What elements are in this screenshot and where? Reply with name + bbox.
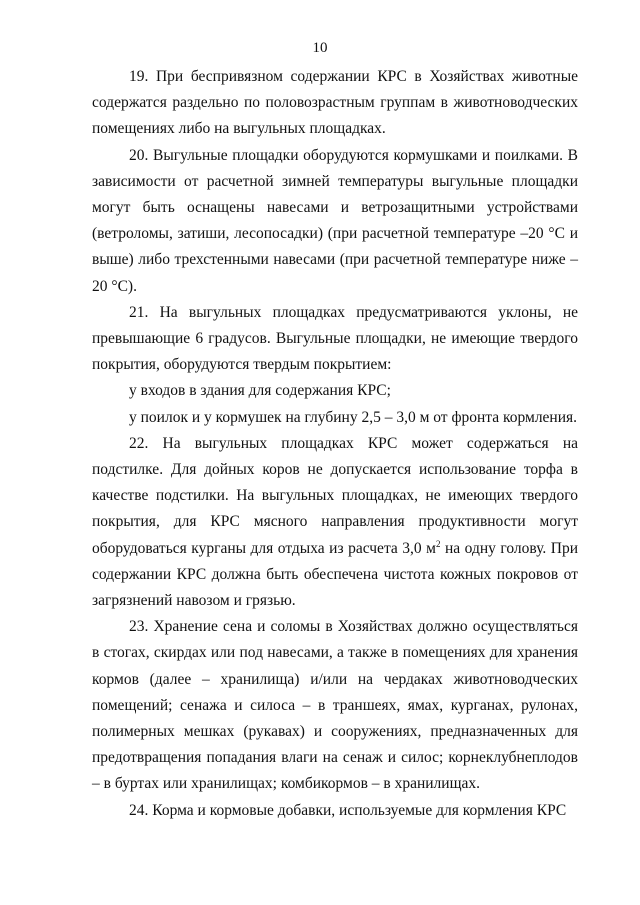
paragraph-19: 19. При беспривязном содержании КРС в Хозяйствах животные содержатся раздельно по половозрастным группам в животноводческих помещениях либо на выгульных площадках. [92, 68, 578, 138]
paragraph-20: 20. Выгульные площадки оборудуются кормушками и поилками. В зависимости от расчетной зимней температуры выгульные площадки могут быть оснащены навесами и ветрозащитными устройствами (ветроломы, затиши, лесопосадки) (при расчетной температуре –20 °С и выше) либо трехстенными навесами (при расчетной температуре ниже –20 °С). [92, 146, 578, 295]
page-number: 10 [312, 40, 328, 56]
paragraph-21-item-1: у входов в здания для содержания КРС; [129, 382, 391, 400]
paragraph-22-part-1: 22. На выгульных площадках КРС может содержаться на подстилке. Для дойных коров не допускается использование торфа в качестве подстилки. На выгульных площадках, не имеющих твердого покрытия, для КРС мясного направления продуктивности могут оборудоваться курганы для отдыха из расчета 3,0 м [92, 434, 578, 557]
paragraph-21-item-2: у поилок и у кормушек на глубину 2,5 – 3,0 м от фронта кормления. [129, 408, 578, 426]
paragraph-22 [92, 431, 578, 614]
paragraph-23: 23. Хранение сена и соломы в Хозяйствах должно осуществляться в стогах, скирдах или под навесами, а также в помещениях для хранения кормов (далее – хранилища) и/или на чердаках животноводческих помещений; сенажа и силоса – в траншеях, ямах, курганах, рулонах, полимерных мешках (рукавах) и сооружениях, предназначенных для предотвращения попадания влаги на сенаж и силос; корнеклубнеплодов – в буртах или хранилищах; комбикормов – в хранилищах. [92, 618, 578, 793]
paragraph-21: 21. На выгульных площадках предусматриваются уклоны, не превышающие 6 градусов. Выгульные площадки, не имеющие твердого покрытия, оборудуются твердым покрытием: [92, 303, 578, 374]
document-body [92, 64, 578, 824]
superscript-2: 2 [435, 538, 441, 549]
paragraph-24: 24. Корма и кормовые добавки, используемые для кормления КРС [129, 801, 567, 819]
paragraph-22-part-2: на одну голову. При содержании КРС должна быть обеспечена чистота кожных покровов от загрязнений навозом и грязью. [92, 539, 579, 610]
